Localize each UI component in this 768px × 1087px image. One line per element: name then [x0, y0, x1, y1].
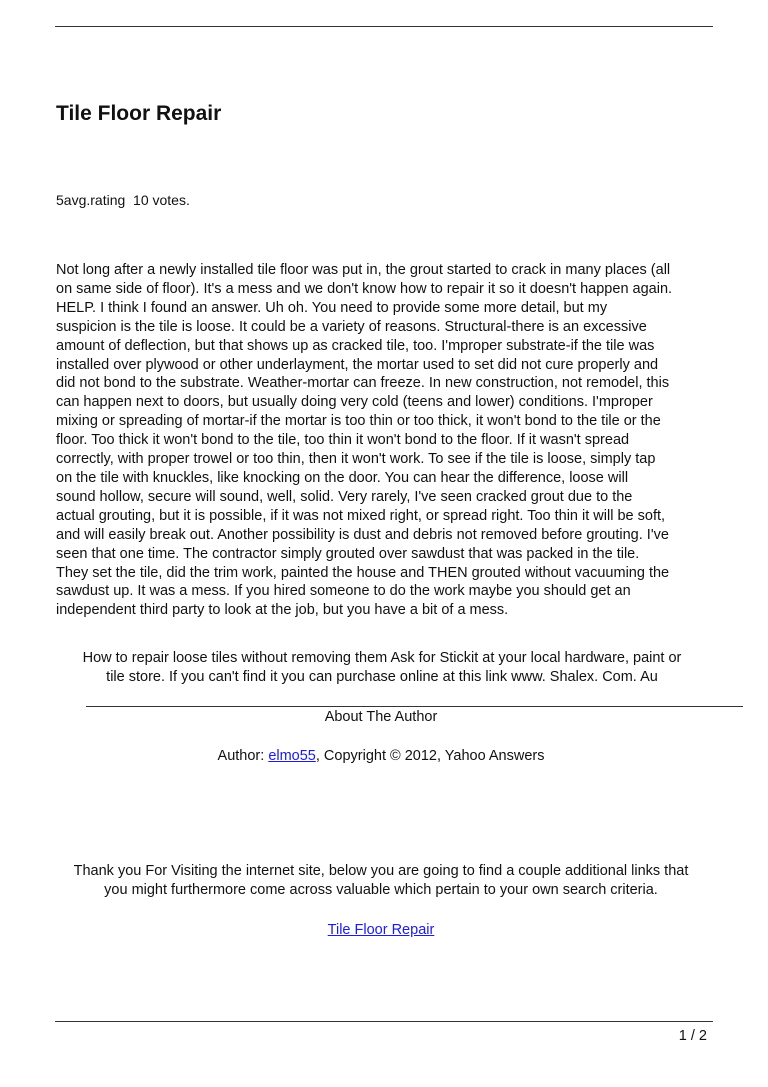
article-body — [56, 261, 716, 620]
rating-text: 5avg.rating 10 votes. — [56, 192, 190, 208]
body-line: correctly, with proper trowel or too thin, then it won't work. To see if the tile is loose, simply tap — [56, 451, 656, 468]
body-line: amount of deflection, but that shows up as cracked tile, too. I'mproper substrate-if the tile was — [56, 337, 655, 354]
related-link-container — [86, 921, 676, 939]
intro-line: How to repair loose tiles without removing them Ask for Stickit at your local hardware, paint or — [82, 650, 682, 666]
body-line: HELP. I think I found an answer. Uh oh. You need to provide some more detail, but my — [56, 299, 608, 316]
body-line: installed over plywood or other underlayment, the mortar used to set did not cure properly and — [56, 356, 659, 373]
author-line — [86, 747, 676, 765]
related-article-link[interactable]: Tile Floor Repair — [327, 922, 435, 938]
copyright-text: , Copyright © 2012, Yahoo Answers — [315, 748, 545, 764]
body-line: on the tile with knuckles, like knocking on the door. You can hear the difference, loose will — [56, 469, 629, 486]
intro-line: tile store. If you can't find it you can purchase online at this link www. Shalex. Com. Au — [106, 669, 658, 685]
body-line: sound hollow, secure will sound, well, solid. Very rarely, I've seen cracked grout due to the — [56, 488, 633, 505]
page-title: Tile Floor Repair — [56, 102, 222, 125]
body-line: They set the tile, did the trim work, painted the house and THEN grouted without vacuuming the — [56, 564, 670, 581]
author-link[interactable]: elmo55 — [268, 748, 316, 764]
body-line: and will easily break out. Another possibility is dust and debris not removed before grouting. I've — [56, 526, 669, 543]
about-author-heading: About The Author — [324, 709, 438, 725]
about-divider — [86, 706, 743, 707]
body-line: sawdust up. It was a mess. If you hired someone to do the work maybe you should get an — [56, 583, 631, 600]
page-number: 1 / 2 — [678, 1028, 707, 1044]
top-divider — [55, 26, 713, 27]
body-line: suspicion is the tile is loose. It could be a variety of reasons. Structural-there is an excessive — [56, 318, 647, 335]
body-line: independent third party to look at the job, but you have a bit of a mess. — [56, 602, 509, 619]
body-line: can happen next to doors, but usually doing very cold (teens and lower) conditions. I'mproper — [56, 394, 653, 411]
body-line: floor. Too thick it won't bond to the tile, too thin it won't bond to the floor. If it wasn't spread — [56, 432, 630, 449]
thanks-paragraph — [50, 862, 712, 900]
body-line: actual grouting, but it is possible, if it was not mixed right, or spread right. Too thin it will be soft, — [56, 507, 666, 524]
bottom-divider — [55, 1021, 713, 1022]
thanks-line: Thank you For Visiting the internet site, below you are going to find a couple additional links that — [73, 863, 689, 879]
body-line: did not bond to the substrate. Weather-mortar can freeze. In new construction, not remodel, this — [56, 375, 670, 392]
body-line: Not long after a newly installed tile floor was put in, the grout started to crack in many places (all — [56, 262, 671, 278]
body-line: on same side of floor). It's a mess and we don't know how to repair it so it doesn't happen again. — [56, 280, 673, 297]
body-line: mixing or spreading of mortar-if the mortar is too thin or too thick, it won't bond to the tile or the — [56, 413, 661, 430]
author-prefix: Author: — [217, 748, 269, 764]
thanks-line: you might furthermore come across valuable which pertain to your own search criteria. — [104, 882, 658, 898]
body-line: seen that one time. The contractor simply grouted over sawdust that was packed in the tile. — [56, 545, 640, 562]
intro-paragraph — [56, 649, 708, 687]
